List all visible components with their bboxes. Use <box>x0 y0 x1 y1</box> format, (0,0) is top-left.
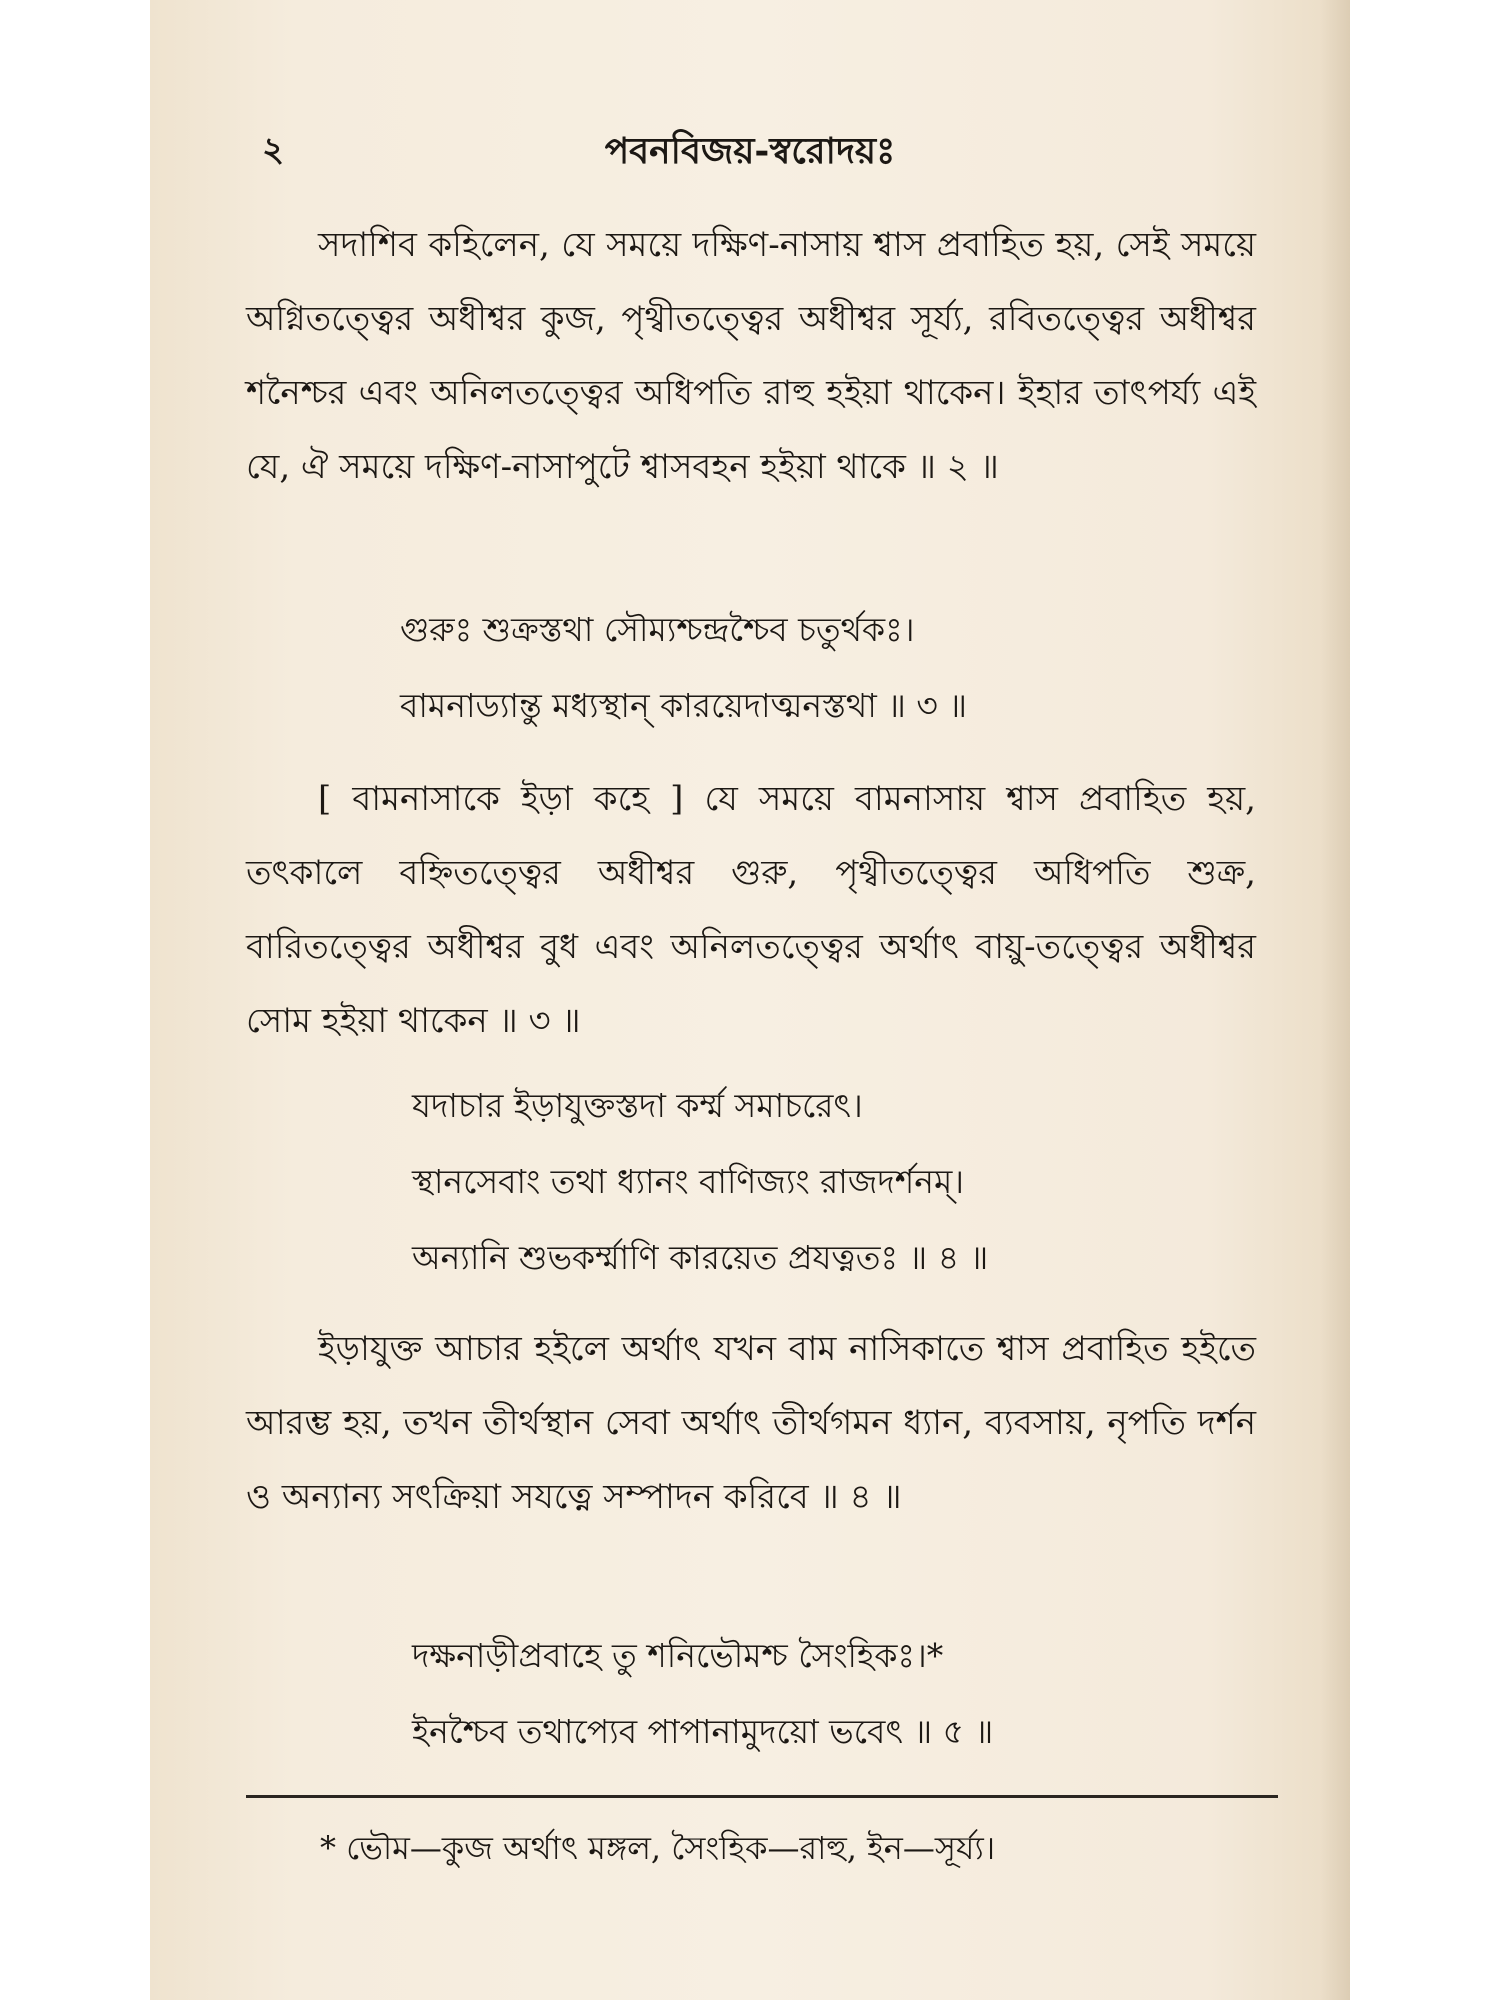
running-title: পবনবিজয়-স্বরোদয়ঃ <box>604 130 896 172</box>
verse-line: দক্ষনাড়ীপ্রবাহে তু শনিভৌমশ্চ সৈংহিকঃ।* <box>412 1636 944 1675</box>
page-edge-shadow <box>1320 0 1350 2000</box>
verse-line: গুরুঃ শুক্রস্তথা সৌম্যশ্চন্দ্রশ্চৈব চতুর্থকঃ। <box>400 610 915 649</box>
verse-line: বামনাড্যান্তু মধ্যস্থান্ কারয়েদাত্মনস্তথা ॥ ৩ ॥ <box>400 686 968 725</box>
verse-line: ইনশ্চৈব তথাপ্যেব পাপানামুদয়ো ভবেৎ ॥ ৫ ॥ <box>412 1712 994 1751</box>
page-number: ২ <box>262 130 285 170</box>
page-header <box>150 118 1350 178</box>
verse-line: স্থানসেবাং তথা ধ্যানং বাণিজ্যং রাজদর্শনম্। <box>412 1162 965 1201</box>
sanskrit-verse-5 <box>150 1618 1350 1770</box>
commentary-paragraph-4: ইড়াযুক্ত আচার হইলে অর্থাৎ যখন বাম নাসিকাতে শ্বাস প্রবাহিত হইতে আরম্ভ হয়, তখন তীর্থস্থান সেবা অর্থাৎ তীর্থগমন ধ্যান, ব্যবসায়, নৃপতি দর্শন ও অন্যান্য সৎক্রিয়া সযত্নে সম্পাদন করিবে ॥ ৪ ॥ <box>246 1329 1256 1517</box>
verse-line: যদাচার ইড়াযুক্তস্তদা কর্ম্ম সমাচরেৎ। <box>412 1086 863 1125</box>
scanned-book-page <box>150 0 1350 2000</box>
footnote-divider <box>246 1795 1278 1798</box>
verse-line: অন্যানি শুভকর্ম্মাণি কারয়েত প্রযত্নতঃ ॥ ৪ ॥ <box>412 1238 989 1277</box>
commentary-paragraph-3: [ বামনাসাকে ইড়া কহে ] যে সময়ে বামনাসায় শ্বাস প্রবাহিত হয়, তৎকালে বহ্নিতত্ত্বের অধীশ্বর গুরু, পৃথ্বীতত্ত্বের অধিপতি শুক্র, বারিতত্ত্বের অধীশ্বর বুধ এবং অনিলতত্ত্বের অর্থাৎ বায়ু-তত্ত্বের অধীশ্বর সোম হইয়া থাকেন ॥ ৩ ॥ <box>246 779 1256 1041</box>
sanskrit-verse-3 <box>150 592 1350 744</box>
commentary-paragraph-2: সদাশিব কহিলেন, যে সময়ে দক্ষিণ-নাসায় শ্বাস প্রবাহিত হয়, সেই সময়ে অগ্নিতত্ত্বের অধীশ্বর কুজ, পৃথ্বীতত্ত্বের অধীশ্বর সূর্য্য, রবিতত্ত্বের অধীশ্বর শনৈশ্চর এবং অনিলতত্ত্বের অধিপতি রাহু হইয়া থাকেন। ইহার তাৎপর্য্য এই যে, ঐ সময়ে দক্ষিণ-নাসাপুটে শ্বাসবহন হইয়া থাকে ॥ ২ ॥ <box>246 225 1256 487</box>
sanskrit-verse-4 <box>150 1068 1350 1296</box>
footnote: * ভৌম—কুজ অর্থাৎ মঙ্গল, সৈংহিক—রাহু, ইন—সূর্য্য। <box>320 1829 996 1867</box>
